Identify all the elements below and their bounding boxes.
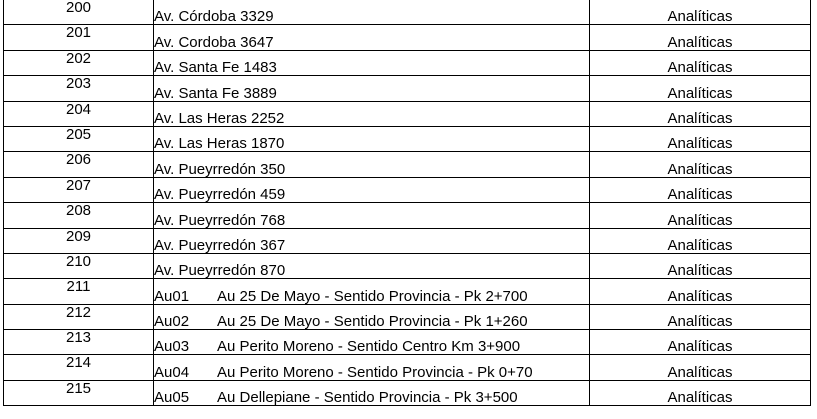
address-text: Av. Pueyrredón 768 (154, 211, 286, 229)
table-row (4, 50, 811, 75)
data-table (3, 0, 811, 406)
address-text: Av. Las Heras 1870 (154, 135, 285, 152)
table-row (4, 0, 811, 25)
address-cell[interactable] (154, 177, 590, 202)
table-row (4, 76, 811, 101)
address-cell[interactable] (154, 101, 590, 126)
address-cell[interactable] (154, 330, 590, 355)
row-number-cell[interactable]: 213 (4, 330, 154, 355)
station-code: Au02 (154, 313, 190, 330)
address-text: Au Perito Moreno - Sentido Provincia - Pk 0+70 (217, 363, 533, 381)
row-number-cell[interactable]: 214 (4, 355, 154, 380)
address-text: Av. Pueyrredón 350 (154, 160, 286, 178)
address-cell[interactable] (154, 0, 590, 25)
table-row (4, 126, 811, 151)
address-cell[interactable] (154, 126, 590, 151)
category-cell[interactable]: Analíticas (590, 253, 811, 278)
row-number-cell[interactable]: 203 (4, 76, 154, 101)
station-code: Au05 (154, 389, 190, 406)
table-row (4, 253, 811, 278)
address-cell[interactable] (154, 279, 590, 304)
address-text: Au 25 De Mayo - Sentido Provincia - Pk 1+260 (217, 313, 528, 330)
address-text: Av. Pueyrredón 367 (154, 236, 286, 254)
row-number-cell[interactable]: 212 (4, 304, 154, 329)
table-row (4, 101, 811, 126)
row-number-cell[interactable]: 211 (4, 279, 154, 304)
address-cell[interactable] (154, 25, 590, 50)
address-text: Av. Cordoba 3647 (154, 33, 274, 51)
address-cell[interactable] (154, 304, 590, 329)
category-cell[interactable]: Analíticas (590, 76, 811, 101)
row-number-cell[interactable]: 201 (4, 25, 154, 50)
table-row (4, 25, 811, 50)
address-text: Av. Pueyrredón 870 (154, 262, 286, 279)
category-cell[interactable]: Analíticas (590, 25, 811, 50)
table-row (4, 380, 811, 405)
category-cell[interactable]: Analíticas (590, 330, 811, 355)
address-cell[interactable] (154, 152, 590, 177)
address-text: Av. Córdoba 3329 (154, 8, 274, 25)
table-row (4, 177, 811, 202)
station-code: Au01 (154, 287, 190, 305)
category-cell[interactable]: Analíticas (590, 355, 811, 380)
address-cell[interactable] (154, 253, 590, 278)
category-cell[interactable]: Analíticas (590, 50, 811, 75)
category-cell[interactable]: Analíticas (590, 177, 811, 202)
table-body (4, 0, 811, 406)
station-code: Au03 (154, 338, 190, 355)
table-row (4, 203, 811, 228)
row-number-cell[interactable]: 210 (4, 253, 154, 278)
row-number-cell[interactable]: 200 (4, 0, 154, 25)
category-cell[interactable]: Analíticas (590, 228, 811, 253)
address-text: Au Perito Moreno - Sentido Centro Km 3+900 (217, 338, 521, 355)
address-cell[interactable] (154, 355, 590, 380)
category-cell[interactable]: Analíticas (590, 203, 811, 228)
category-cell[interactable]: Analíticas (590, 380, 811, 405)
category-cell[interactable]: Analíticas (590, 126, 811, 151)
category-cell[interactable]: Analíticas (590, 0, 811, 25)
address-text: Au Dellepiane - Sentido Provincia - Pk 3+500 (217, 389, 518, 406)
table-row (4, 304, 811, 329)
table-row (4, 330, 811, 355)
table-row (4, 152, 811, 177)
address-text: Av. Las Heras 2252 (154, 109, 285, 127)
address-cell[interactable] (154, 380, 590, 405)
row-number-cell[interactable]: 208 (4, 203, 154, 228)
address-cell[interactable] (154, 228, 590, 253)
address-text: Av. Santa Fe 1483 (154, 59, 277, 76)
category-cell[interactable]: Analíticas (590, 152, 811, 177)
address-text: Au 25 De Mayo - Sentido Provincia - Pk 2+700 (217, 287, 528, 305)
station-code: Au04 (154, 363, 190, 381)
category-cell[interactable]: Analíticas (590, 304, 811, 329)
address-cell[interactable] (154, 76, 590, 101)
row-number-cell[interactable]: 204 (4, 101, 154, 126)
table-row (4, 355, 811, 380)
category-cell[interactable]: Analíticas (590, 279, 811, 304)
table-row (4, 228, 811, 253)
address-cell[interactable] (154, 203, 590, 228)
row-number-cell[interactable]: 209 (4, 228, 154, 253)
row-number-cell[interactable]: 205 (4, 126, 154, 151)
row-number-cell[interactable]: 215 (4, 380, 154, 405)
address-cell[interactable] (154, 50, 590, 75)
row-number-cell[interactable]: 202 (4, 50, 154, 75)
address-text: Av. Santa Fe 3889 (154, 84, 277, 102)
row-number-cell[interactable]: 207 (4, 177, 154, 202)
table-row (4, 279, 811, 304)
row-number-cell[interactable]: 206 (4, 152, 154, 177)
category-cell[interactable]: Analíticas (590, 101, 811, 126)
address-text: Av. Pueyrredón 459 (154, 186, 286, 203)
